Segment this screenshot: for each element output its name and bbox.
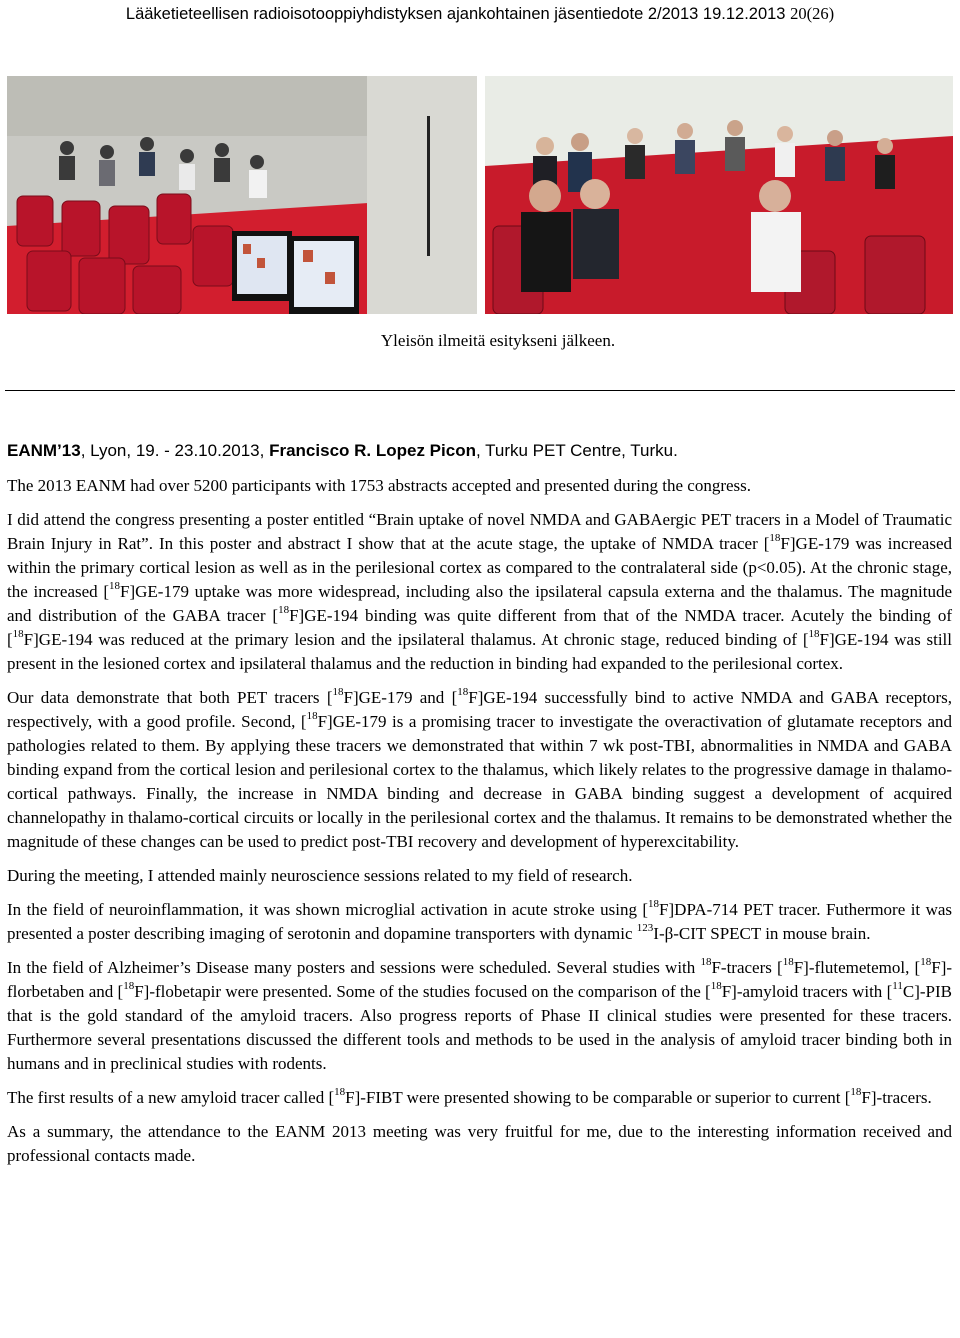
paragraph-6: In the field of Alzheimer’s Disease many posters and sessions were scheduled. Several studies with $^{18}$F-tracers [$^{18}$F]-flutemetemol, [$^{18}$F]-florbetaben and [$^{18}$F]-flobetapir were presented. Some of the studies focused on the comparison of the [$^{18}$F]-amyloid tracers with [$^{11}$C]-PIB that is the gold standard of the amyloid tracers. Also progress reports of Phase II clinical studies were presented for these tracers. Furthermore several presentations discussed the different tools and methods to be used in the analysis of amyloid tracer binding both in humans and in preclinical studies with rodents. bbox=[7, 956, 953, 1073]
photo-strip bbox=[7, 76, 953, 314]
page-header bbox=[0, 4, 960, 24]
paragraph-3: Our data demonstrate that both PET tracers [$^{18}$F]GE-179 and [$^{18}$F]GE-194 successfully bind to active NMDA and GABA receptors, respectively, with a good profile. Second, [$^{18}$F]GE-179 is a promising tracer to investigate the overactivation of glutamate receptors and pathologies related to them. By applying these tracers we demonstrated that within 7 wk post-TBI, abnormalities in NMDA and GABA binding expand from the cortical lesion and perilesional cortex to the thalamus, which likely relates to the progressive damage in thalamo-cortical pathways. Finally, the increase in NMDA binding and decrease in GABA binding suggest a development of acquired channelopathy in thalamo-cortical circuits or locally in the perilesional cortex and the thalamus. It remains to be demonstrated whether the magnitude of these changes can be used to predict post-TBI recovery and development of hyperexcitability. bbox=[7, 686, 953, 851]
audience-photo-right bbox=[485, 76, 953, 314]
paragraph-2: I did attend the congress presenting a poster entitled “Brain uptake of novel NMDA and GABAergic PET tracers in a Model of Traumatic Brain Injury in Rat”. In this poster and abstract I show that at the acute stage, the uptake of NMDA tracer [$^{18}$F]GE-179 was increased within the primary cortical lesion as well as in the perilesional cortex as compared to the contralateral side (p<0.05). At the chronic stage, the increased [$^{18}$F]GE-179 uptake was more widespread, including also the ipsilateral capsula externa and the thalamus. The magnitude and distribution of the GABA tracer [$^{18}$F]GE-194 binding was quite different from that of the NMDA tracer. Acutely the binding of [$^{18}$F]GE-194 was reduced at the primary lesion and the ipsilateral thalamus. At chronic stage, reduced binding of [$^{18}$F]GE-194 was still present in the lesioned cortex and ipsilateral thalamus and the reduction in binding had expanded to the perilesional cortex. bbox=[7, 510, 952, 673]
event-name: EANM’13 bbox=[7, 441, 81, 460]
article-body bbox=[7, 474, 952, 1178]
section-divider bbox=[5, 390, 955, 391]
paragraph-7: The first results of a new amyloid tracer called [$^{18}$F]-FIBT were presented showing to be comparable or superior to current [$^{18}$F]-tracers. bbox=[7, 1086, 932, 1107]
issue-date: 19.12.2013 bbox=[702, 5, 786, 23]
author-name: Francisco R. Lopez Picon bbox=[269, 441, 476, 460]
event-details: , Lyon, 19. - 23.10.2013, bbox=[80, 441, 270, 460]
newsletter-title: Lääketieteellisen radioisotooppiyhdistyksen ajankohtainen jäsentiedote 2/2013 bbox=[125, 5, 699, 23]
article-heading bbox=[7, 441, 957, 461]
paragraph-1: The 2013 EANM had over 5200 participants with 1753 abstracts accepted and presented during the congress. bbox=[7, 476, 752, 495]
paragraph-4: During the meeting, I attended mainly neuroscience sessions related to my field of research. bbox=[7, 866, 633, 885]
audience-photo-left bbox=[7, 76, 477, 314]
photo-caption: Yleisön ilmeitä esitykseni jälkeen. bbox=[380, 331, 616, 350]
paragraph-5: In the field of neuroinflammation, it was shown microglial activation in acute stroke using [$^{18}$F]DPA-714 PET tracer. Futhermore it was presented a poster describing imaging of serotonin and dopamine transporters with dynamic $^{123}$I-β-CIT SPECT in mouse brain. bbox=[7, 898, 953, 943]
author-affiliation: , Turku PET Centre, Turku. bbox=[475, 441, 678, 460]
paragraph-8: As a summary, the attendance to the EANM 2013 meeting was very fruitful for me, due to the interesting information received and professional contacts made. bbox=[7, 1122, 952, 1165]
page-number: 20(26) bbox=[790, 4, 835, 23]
